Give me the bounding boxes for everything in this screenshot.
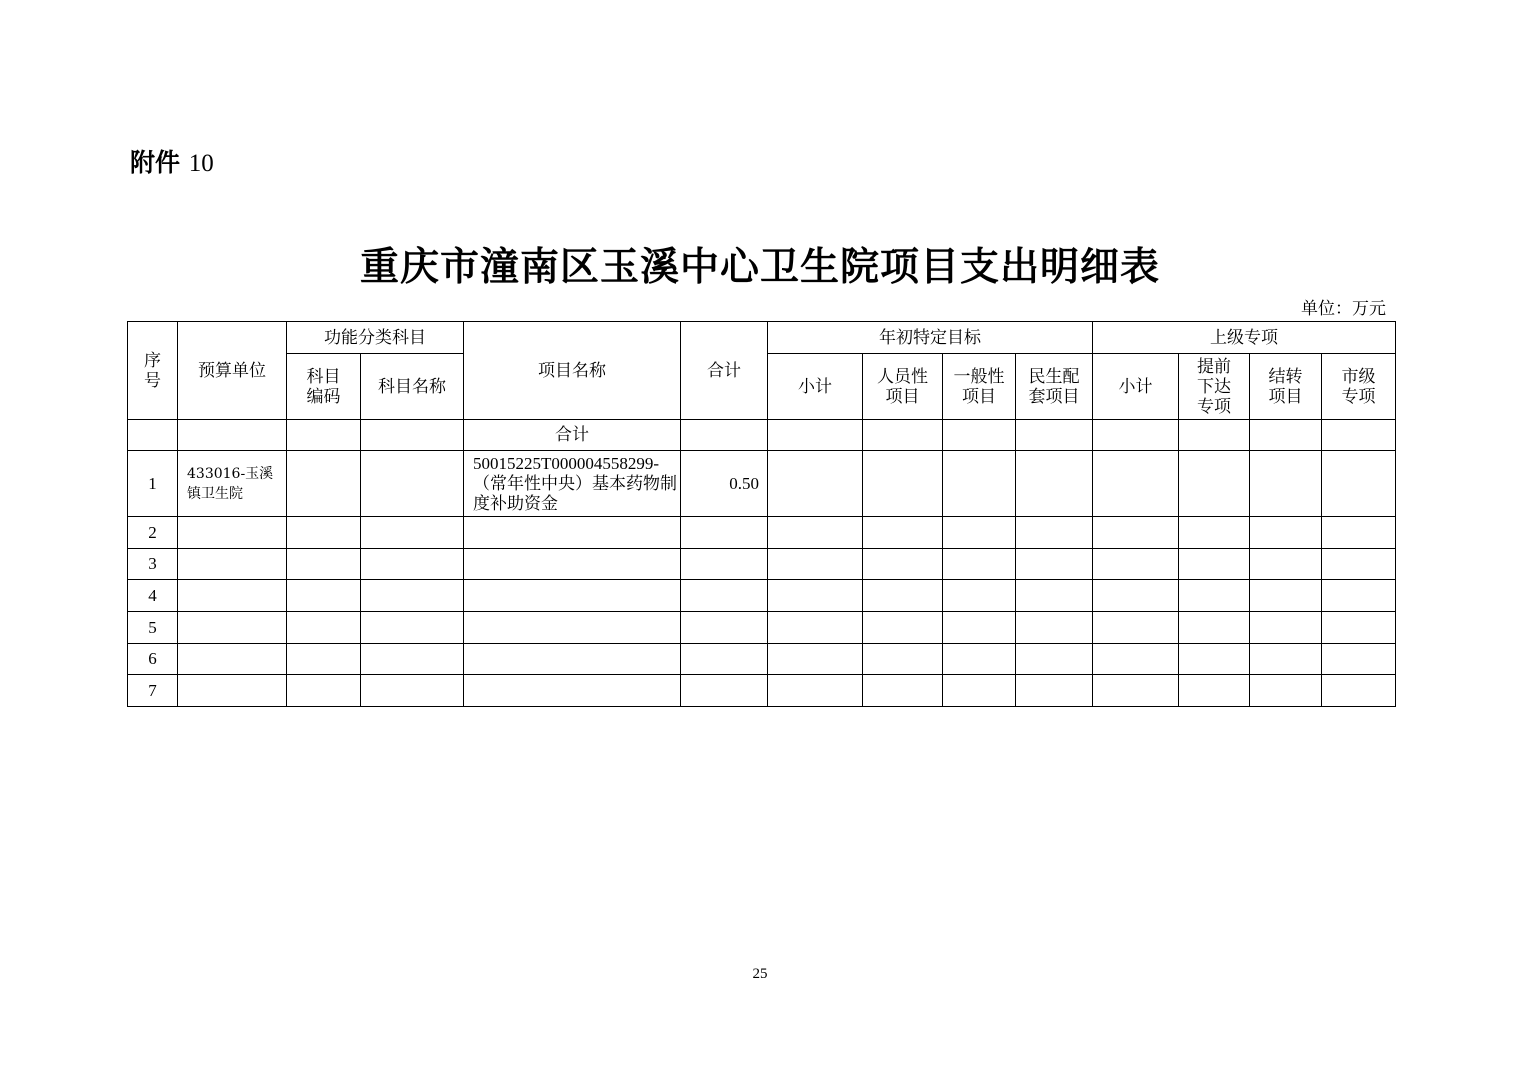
header-livelihood: 民生配套项目 (1016, 354, 1093, 420)
row-seq: 1 (128, 451, 178, 517)
header-subject-code: 科目编码 (287, 354, 361, 420)
attachment-number: 10 (188, 150, 214, 177)
header-budget-unit: 预算单位 (178, 322, 287, 420)
header-func-group: 功能分类科目 (287, 322, 464, 354)
header-general: 一般性项目 (943, 354, 1016, 420)
header-personnel: 人员性项目 (863, 354, 943, 420)
row-total: 0.50 (681, 451, 768, 517)
header-subject-name: 科目名称 (361, 354, 464, 420)
table-row (128, 644, 1396, 675)
row-seq: 6 (128, 644, 178, 675)
attachment-label (130, 143, 214, 179)
header-city: 市级专项 (1322, 354, 1396, 420)
attachment-prefix: 附件 (130, 148, 181, 177)
row-seq: 4 (128, 580, 178, 612)
page-number: 25 (752, 966, 768, 982)
table-row (128, 549, 1396, 580)
header-seq: 序号 (128, 322, 178, 420)
header-total: 合计 (681, 322, 768, 420)
header-advance: 提前下达专项 (1179, 354, 1250, 420)
header-carryover: 结转项目 (1250, 354, 1322, 420)
row-seq: 7 (128, 675, 178, 707)
header-row-1 (128, 322, 1396, 354)
table-row (128, 517, 1396, 549)
row-seq: 3 (128, 549, 178, 580)
header-superior-group: 上级专项 (1093, 322, 1396, 354)
total-row-label: 合计 (464, 420, 681, 451)
header-project-name: 项目名称 (464, 322, 681, 420)
page-title: 重庆市潼南区玉溪中心卫生院项目支出明细表 (359, 244, 1160, 290)
header-subtotal-1: 小计 (768, 354, 863, 420)
table-row (128, 451, 1396, 517)
unit-label: 单位：万元 (1301, 299, 1386, 319)
header-subtotal-2: 小计 (1093, 354, 1179, 420)
table-row (128, 580, 1396, 612)
table-row (128, 675, 1396, 707)
row-budget-unit: 433016-玉溪镇卫生院 (178, 451, 287, 517)
table-row (128, 612, 1396, 644)
expenditure-table (127, 321, 1396, 707)
header-annual-group: 年初特定目标 (768, 322, 1093, 354)
row-project-name: 50015225T000004558299-（常年性中央）基本药物制度补助资金 (464, 451, 681, 517)
row-seq: 5 (128, 612, 178, 644)
row-seq: 2 (128, 517, 178, 549)
total-row (128, 420, 1396, 451)
